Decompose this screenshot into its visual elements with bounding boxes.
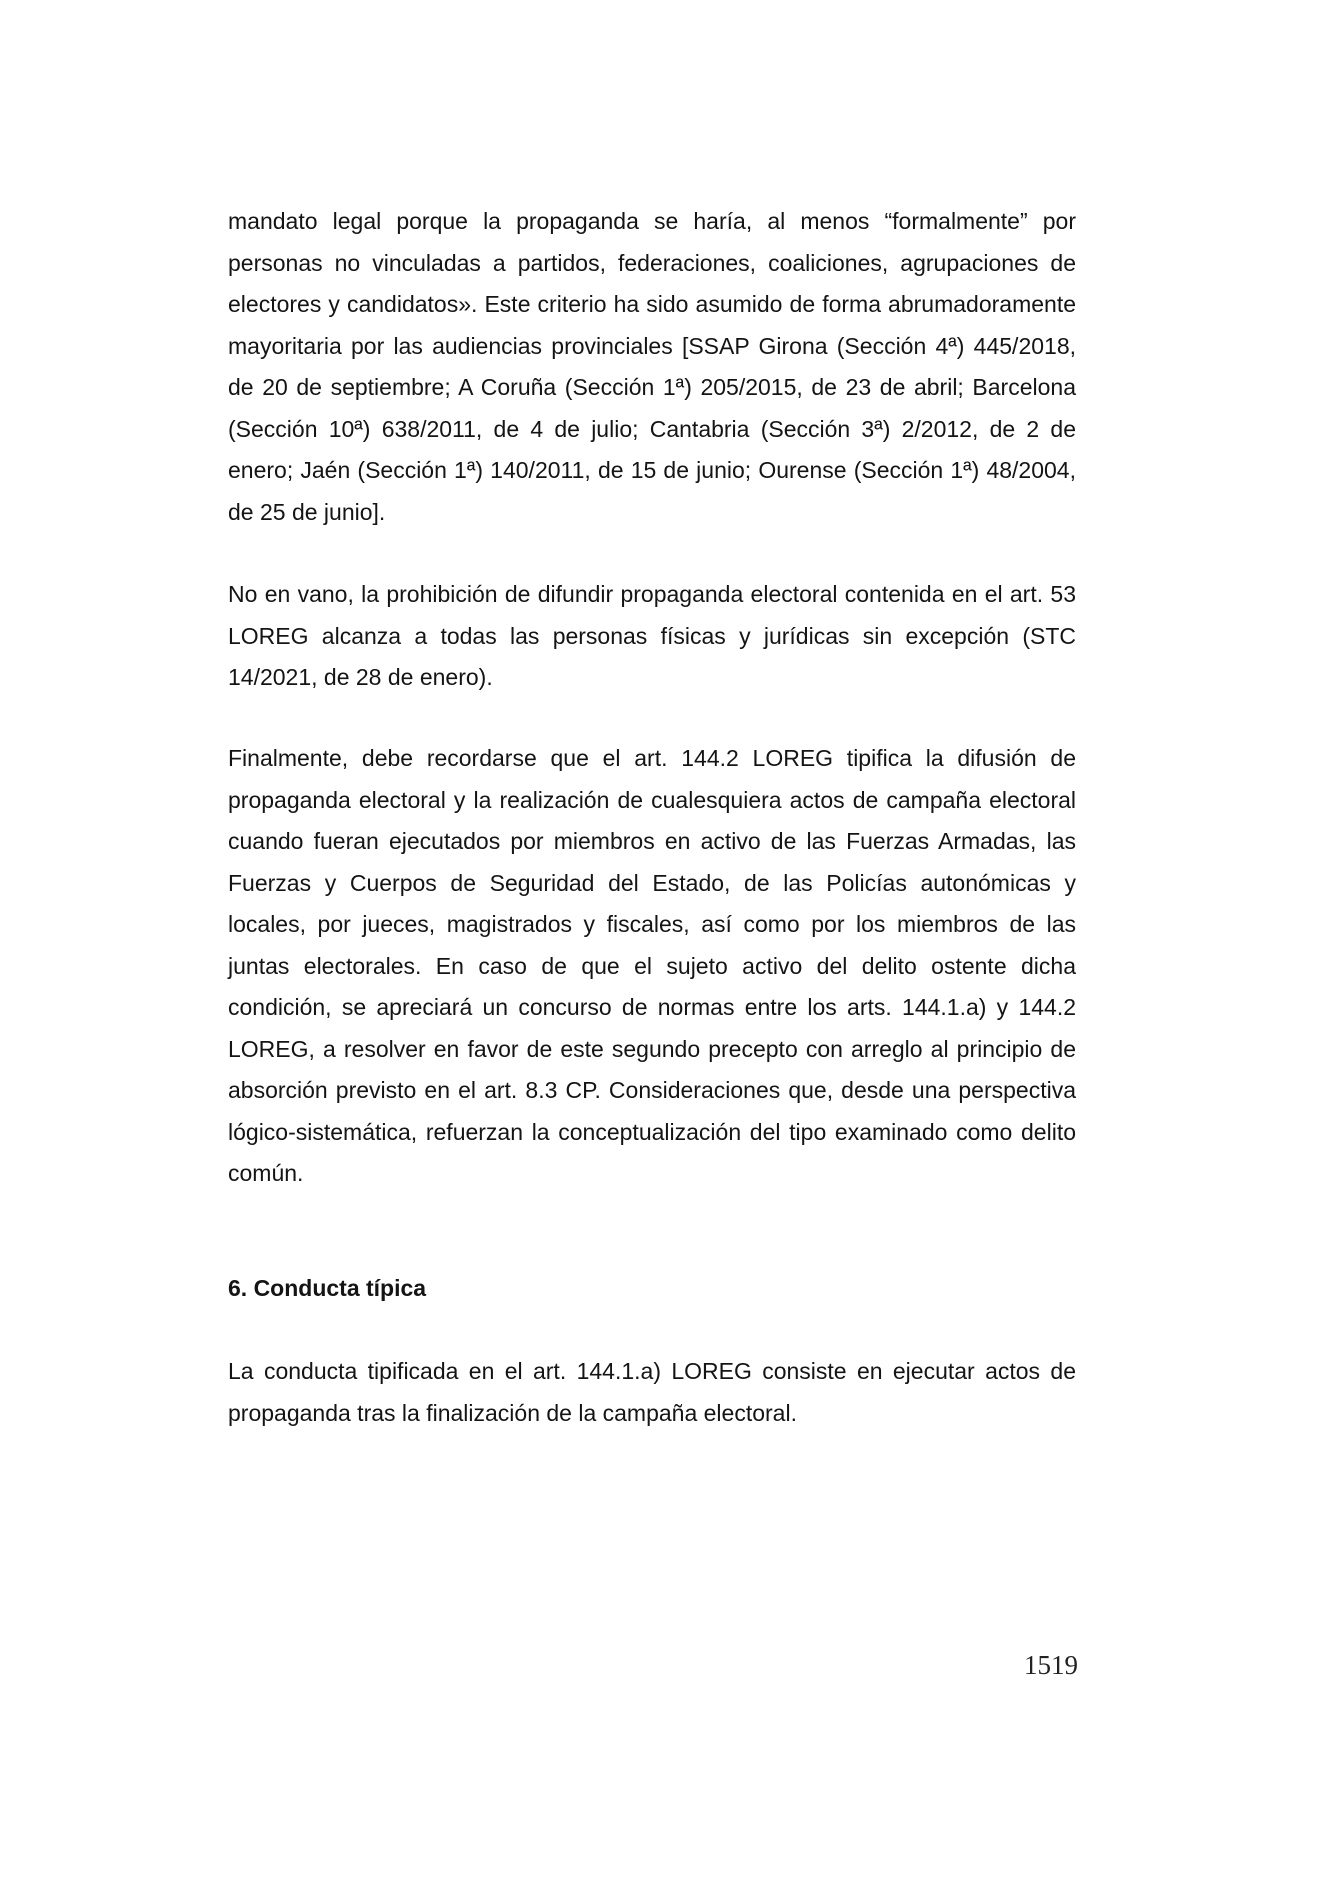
section-heading: 6. Conducta típica [228,1275,427,1301]
page-number: 1519 [1024,1650,1078,1680]
paragraph-conducta: La conducta tipificada en el art. 144.1.a) LOREG consiste en ejecutar actos de propaganda tras la finalización de la campaña electoral. [228,1358,1076,1426]
paragraph-art-53: No en vano, la prohibición de difundir propaganda electoral contenida en el art. 53 LOREG alcanza a todas las personas físicas y jurídicas sin excepción (STC 14/2021, de 28 de enero). [228,581,1076,690]
paragraph-case-law: mandato legal porque la propaganda se haría, al menos “formalmente” por personas no vinculadas a partidos, federaciones, coaliciones, agrupaciones de electores y candidatos». Este criterio ha sido asumido de forma abrumadoramente mayoritaria por las audiencias provinciales [SSAP Girona (Sección 4ª) 445/2018, de 20 de septiembre; A Coruña (Sección 1ª) 205/2015, de 23 de abril; Barcelona (Sección 10ª) 638/2011, de 4 de julio; Cantabria (Sección 3ª) 2/2012, de 2 de enero; Jaén (Sección 1ª) 140/2011, de 15 de junio; Ourense (Sección 1ª) 48/2004, de 25 de junio]. [228,208,1076,525]
paragraph-art-144-2: Finalmente, debe recordarse que el art. 144.2 LOREG tipifica la difusión de propaganda electoral y la realización de cualesquiera actos de campaña electoral cuando fueran ejecutados por miembros en activo de las Fuerzas Armadas, las Fuerzas y Cuerpos de Seguridad del Estado, de las Policías autonómicas y locales, por jueces, magistrados y fiscales, así como por los miembros de las juntas electorales. En caso de que el sujeto activo del delito ostente dicha condición, se apreciará un concurso de normas entre los arts. 144.1.a) y 144.2 LOREG, a resolver en favor de este segundo precepto con arreglo al principio de absorción previsto en el art. 8.3 CP. Consideraciones que, desde una perspectiva lógico-sistemática, refuerzan la conceptualización del tipo examinado como delito común. [228,745,1076,1186]
